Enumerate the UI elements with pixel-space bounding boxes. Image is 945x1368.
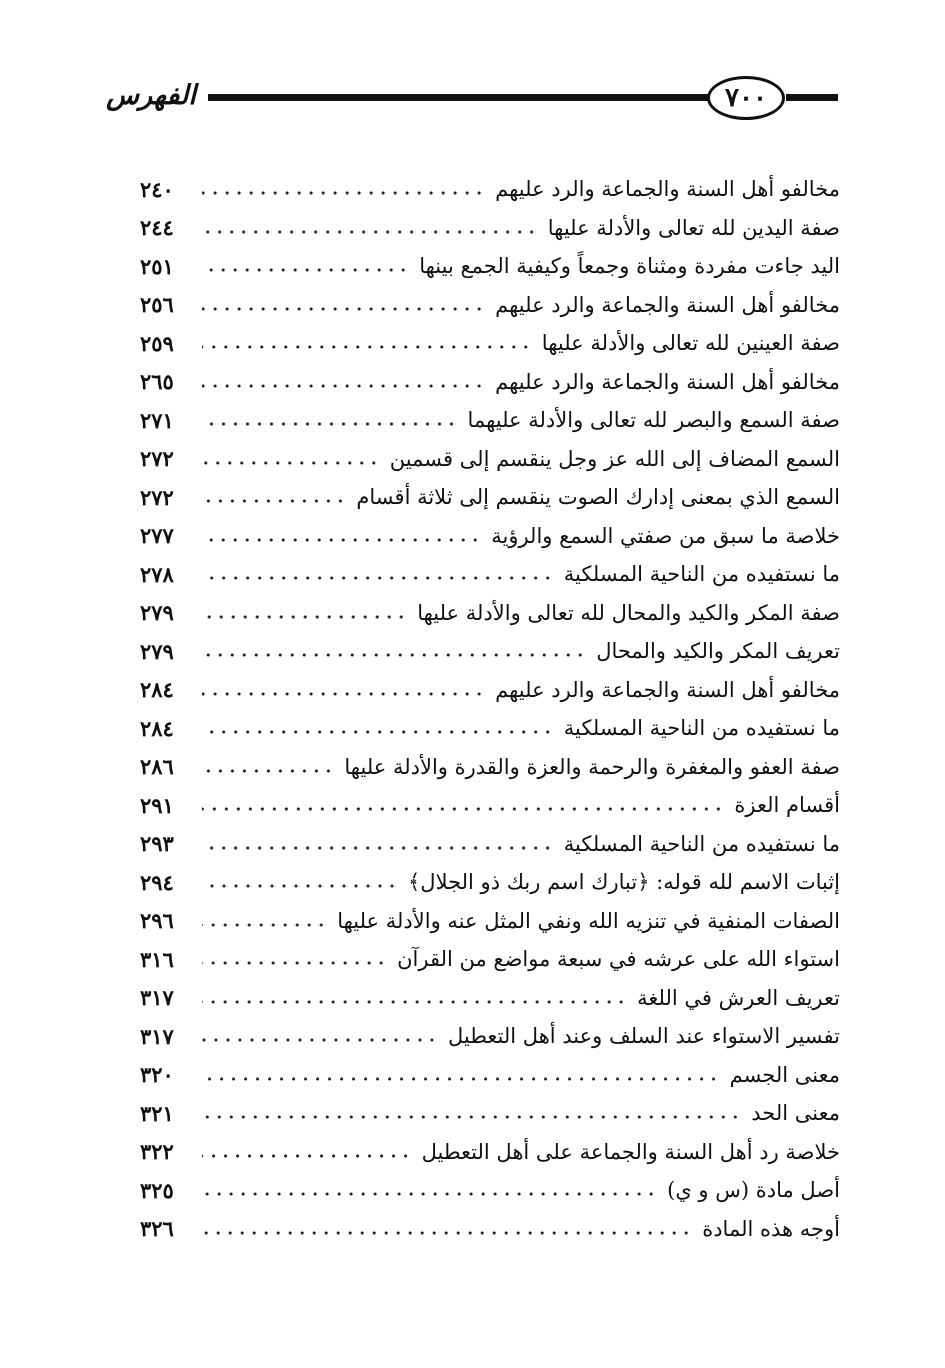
toc-entry-title: خلاصة رد أهل السنة والجماعة على أهل التعطيل (421, 1139, 840, 1164)
dot-leader (202, 651, 586, 659)
toc-entry-title: تعريف المكر والكيد والمحال (596, 639, 840, 664)
dot-leader (202, 1036, 438, 1044)
toc-entry-title: صفة العفو والمغفرة والرحمة والعزة والقدرة والأدلة عليها (344, 754, 840, 779)
toc-entry-title: استواء الله على عرشه في سبعة مواضع من القرآن (397, 947, 840, 972)
toc-entry (140, 1056, 840, 1095)
toc-entry-title: السمع المضاف إلى الله عز وجل ينقسم إلى قسمين (389, 446, 840, 471)
toc-entry-page: ٢٩١ (140, 792, 174, 818)
toc-entry-page: ٢٤٤ (140, 215, 174, 241)
toc-entry (140, 401, 840, 440)
toc-entry-title: ما نستفيده من الناحية المسلكية (563, 831, 840, 856)
toc-entry-page: ٢٤٠ (140, 176, 174, 202)
section-title: الفهرس (106, 80, 196, 111)
toc-entry (140, 786, 840, 825)
dot-leader (202, 998, 627, 1006)
toc-entry (140, 170, 840, 209)
toc-entry (140, 748, 840, 787)
dot-leader (202, 1190, 657, 1198)
dot-leader (202, 844, 554, 852)
toc-entry-title: صفة اليدين لله تعالى والأدلة عليها (547, 215, 840, 240)
toc-entry (140, 709, 840, 748)
toc-entry (140, 363, 840, 402)
dot-leader (202, 1075, 720, 1083)
dot-leader (202, 382, 485, 390)
toc-entry-page: ٣٢٢ (140, 1139, 174, 1165)
toc-entry (140, 1017, 840, 1056)
toc-entry (140, 1133, 840, 1172)
toc-entry-page: ٢٥٦ (140, 292, 174, 318)
toc-entry-page: ٢٩٦ (140, 908, 174, 934)
toc-entry-title: اليد جاءت مفردة ومثناة وجمعاً وكيفية الجمع بينها (419, 254, 840, 279)
toc-entry-title: ما نستفيده من الناحية المسلكية (563, 562, 840, 587)
header-rule-right (786, 94, 838, 101)
toc-entry (140, 594, 840, 633)
dot-leader (202, 266, 409, 274)
dot-leader (202, 1113, 741, 1121)
dot-leader (202, 228, 538, 236)
toc-entry-title: تفسير الاستواء عند السلف وعند أهل التعطيل (447, 1024, 840, 1049)
toc-entry (140, 1094, 840, 1133)
dot-leader (202, 189, 485, 197)
toc-entry-title: خلاصة ما سبق من صفتي السمع والرؤية (491, 523, 840, 548)
toc-entry-page: ٢٧٩ (140, 638, 174, 664)
toc-entry-title: معنى الحد (751, 1101, 840, 1126)
toc-entry-title: إثبات الاسم لله قوله: ﴿تبارك اسم ربك ذو الجلال﴾ (408, 870, 840, 895)
dot-leader (202, 420, 458, 428)
toc-entry-page: ٢٧٩ (140, 600, 174, 626)
dot-leader (202, 882, 398, 890)
dot-leader (202, 805, 724, 813)
dot-leader (202, 690, 485, 698)
toc-entry-page: ٣٢٦ (140, 1216, 174, 1242)
toc-entry-title: السمع الذي بمعنى إدارك الصوت ينقسم إلى ثلاثة أقسام (356, 485, 840, 510)
toc-entry (140, 902, 840, 941)
toc-entry-page: ٢٧٢ (140, 446, 174, 472)
toc-entry-page: ٢٧١ (140, 407, 174, 433)
dot-leader (202, 728, 554, 736)
toc-entry-page: ٢٥١ (140, 253, 174, 279)
dot-leader (202, 497, 346, 505)
toc-entry-page: ٣٢٠ (140, 1062, 174, 1088)
toc-entry-page: ٢٩٤ (140, 869, 174, 895)
toc-entry-page: ٢٥٩ (140, 330, 174, 356)
toc-entry-page: ٢٧٧ (140, 523, 174, 549)
toc-entry-title: تعريف العرش في اللغة (637, 985, 840, 1010)
toc-entry-page: ٢٨٤ (140, 715, 174, 741)
dot-leader (202, 921, 327, 929)
dot-leader (202, 767, 334, 775)
toc-entry-title: الصفات المنفية في تنزيه الله ونفي المثل عنه والأدلة عليها (337, 908, 840, 933)
toc-entry (140, 1210, 840, 1249)
toc-entry-title: صفة المكر والكيد والمحال لله تعالى والأدلة عليها (417, 600, 840, 625)
toc-entry-page: ٣٢١ (140, 1100, 174, 1126)
toc-entry-page: ٢٧٢ (140, 484, 174, 510)
toc-entry (140, 979, 840, 1018)
dot-leader (202, 1229, 692, 1237)
toc-entry-title: أصل مادة (س و ي) (667, 1178, 840, 1203)
dot-leader (202, 343, 532, 351)
toc-entry-title: مخالفو أهل السنة والجماعة والرد عليهم (495, 677, 840, 702)
toc-entry-page: ٣١٧ (140, 985, 174, 1011)
toc-entry-title: صفة السمع والبصر لله تعالى والأدلة عليهما (467, 408, 840, 433)
toc-entry-page: ٣١٦ (140, 946, 174, 972)
dot-leader (202, 305, 485, 313)
toc-entry (140, 478, 840, 517)
toc-entry (140, 1171, 840, 1210)
toc-entry (140, 286, 840, 325)
dot-leader (202, 536, 481, 544)
toc-entry-title: مخالفو أهل السنة والجماعة والرد عليهم (495, 292, 840, 317)
toc-entry-page: ٢٨٤ (140, 677, 174, 703)
toc-entry (140, 632, 840, 671)
toc-entry (140, 863, 840, 902)
toc-entry (140, 517, 840, 556)
dot-leader (202, 1152, 412, 1160)
toc-entry (140, 440, 840, 479)
toc-entry-title: أوجه هذه المادة (702, 1216, 840, 1241)
toc-entry-title: صفة العينين لله تعالى والأدلة عليها (541, 331, 840, 356)
toc-entry-title: أقسام العزة (734, 793, 840, 818)
toc-entry-title: مخالفو أهل السنة والجماعة والرد عليهم (495, 177, 840, 202)
toc-entry-page: ٢٦٥ (140, 369, 174, 395)
toc-entry (140, 209, 840, 248)
toc-entry-page: ٣٢٥ (140, 1177, 174, 1203)
dot-leader (202, 613, 407, 621)
toc-entry-title: مخالفو أهل السنة والجماعة والرد عليهم (495, 369, 840, 394)
table-of-contents (140, 170, 840, 1248)
dot-leader (202, 459, 380, 467)
toc-entry-title: ما نستفيده من الناحية المسلكية (563, 716, 840, 741)
toc-entry (140, 555, 840, 594)
toc-entry-page: ٢٩٣ (140, 831, 174, 857)
toc-entry (140, 825, 840, 864)
dot-leader (202, 574, 554, 582)
toc-entry-page: ٣١٧ (140, 1023, 174, 1049)
toc-entry (140, 940, 840, 979)
dot-leader (202, 959, 387, 967)
header-rule-left (208, 94, 710, 101)
toc-entry (140, 324, 840, 363)
toc-entry (140, 247, 840, 286)
page-number: ٧٠٠ (707, 76, 785, 120)
toc-entry-page: ٢٨٦ (140, 754, 174, 780)
page-header (0, 0, 945, 140)
toc-entry-title: معنى الجسم (729, 1062, 840, 1087)
toc-entry-page: ٢٧٨ (140, 561, 174, 587)
toc-entry (140, 671, 840, 710)
